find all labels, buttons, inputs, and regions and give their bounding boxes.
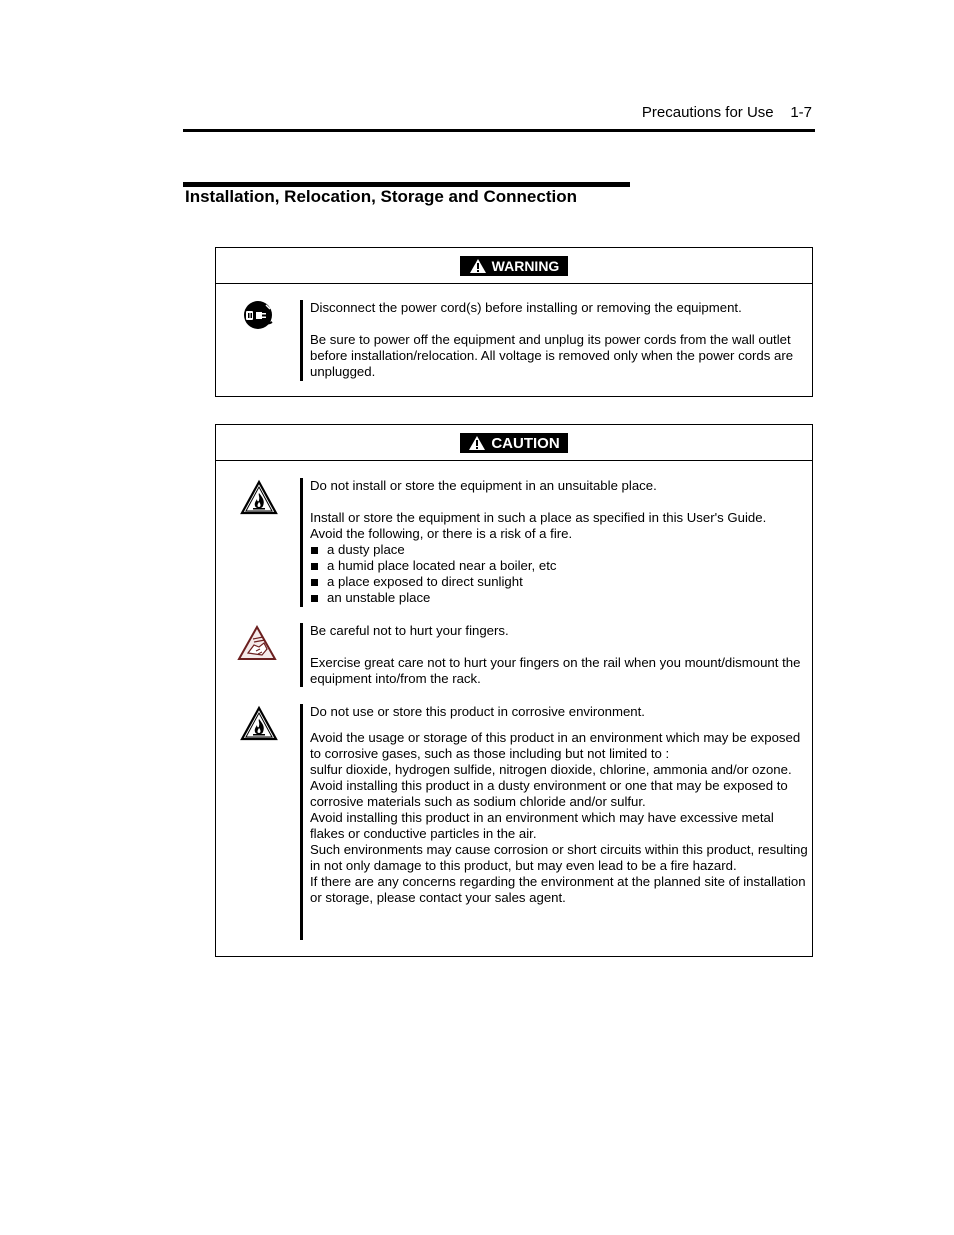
page-number: 1-7 xyxy=(790,104,812,121)
finger-pinch-icon xyxy=(237,623,277,663)
caution-triangle-icon xyxy=(468,435,486,451)
list-item: an unstable place xyxy=(310,590,810,606)
list-item: a place exposed to direct sunlight xyxy=(310,574,810,590)
caution-item-2-body: Exercise great care not to hurt your fingers on the rail when you mount/dismount the equipment into/from the rack. xyxy=(310,655,801,686)
caution-item-3-para-4: Avoid installing this product in an environment which may have excessive metal flakes or conductive particles in the air. xyxy=(310,810,774,841)
warning-label: WARNING xyxy=(491,258,560,274)
warning-box xyxy=(215,247,813,397)
caution-item-3 xyxy=(216,704,812,940)
warning-lead: Disconnect the power cord(s) before installing or removing the equipment. xyxy=(310,300,742,315)
unplug-icon xyxy=(240,300,280,340)
warning-triangle-icon xyxy=(469,258,487,274)
caution-item-1-text xyxy=(310,478,810,606)
section-title: Installation, Relocation, Storage and Connection xyxy=(185,187,577,206)
warning-entry-text xyxy=(310,300,810,380)
caution-item-3-para-5: Such environments may cause corrosion or short circuits within this product, resulting in not only damage to this product, but may even lead to be a fire hazard. xyxy=(310,842,808,873)
caution-item-1-lead: Do not install or store the equipment in an unsuitable place. xyxy=(310,478,657,493)
caution-item-3-para-1: Avoid the usage or storage of this product in an environment which may be exposed to corrosive gases, such as those including but not limited to : xyxy=(310,730,801,761)
caution-item-2-bar xyxy=(300,623,303,687)
warning-body: Be sure to power off the equipment and unplug its power cords from the wall outlet before installation/relocation. All voltage is removed only when the power cords are unplugged. xyxy=(310,332,794,379)
fire-hazard-icon xyxy=(239,704,279,744)
list-item: a dusty place xyxy=(310,542,810,558)
warning-box-header xyxy=(216,248,812,284)
caution-item-1-body1: Install or store the equipment in such a place as specified in this User's Guide. xyxy=(310,510,767,525)
caution-item-3-para-2: sulfur dioxide, hydrogen sulfide, nitrogen dioxide, chlorine, ammonia and/or ozone. xyxy=(310,762,792,777)
caution-item-3-text xyxy=(310,704,810,906)
caution-label: CAUTION xyxy=(491,434,560,452)
warning-badge xyxy=(460,256,568,276)
caution-item-3-bar xyxy=(300,704,303,940)
caution-box-header xyxy=(216,425,812,461)
caution-item-1 xyxy=(216,478,812,607)
caution-item-2-text xyxy=(310,623,810,687)
running-header xyxy=(183,104,812,121)
fire-hazard-icon xyxy=(239,478,279,518)
caution-item-3-para-3: Avoid installing this product in a dusty environment or one that may be exposed to corrosive materials such as sodium chloride and/or sulfur. xyxy=(310,778,788,809)
caution-item-3-lead: Do not use or store this product in corrosive environment. xyxy=(310,704,645,719)
header-rule xyxy=(183,129,815,132)
warning-entry-bar xyxy=(300,300,303,381)
list-item: a humid place located near a boiler, etc xyxy=(310,558,810,574)
warning-entry xyxy=(216,300,812,381)
caution-item-1-bar xyxy=(300,478,303,607)
header-title: Precautions for Use xyxy=(641,104,774,121)
caution-item-1-body2: Avoid the following, or there is a risk of a fire. xyxy=(310,526,573,541)
caution-item-2 xyxy=(216,623,812,687)
caution-item-3-para-6: If there are any concerns regarding the environment at the planned site of installation or storage, please contact your sales agent. xyxy=(310,874,806,905)
caution-badge xyxy=(460,433,568,453)
caution-item-1-list xyxy=(310,542,810,606)
caution-box xyxy=(215,424,813,957)
caution-item-2-lead: Be careful not to hurt your fingers. xyxy=(310,623,509,638)
